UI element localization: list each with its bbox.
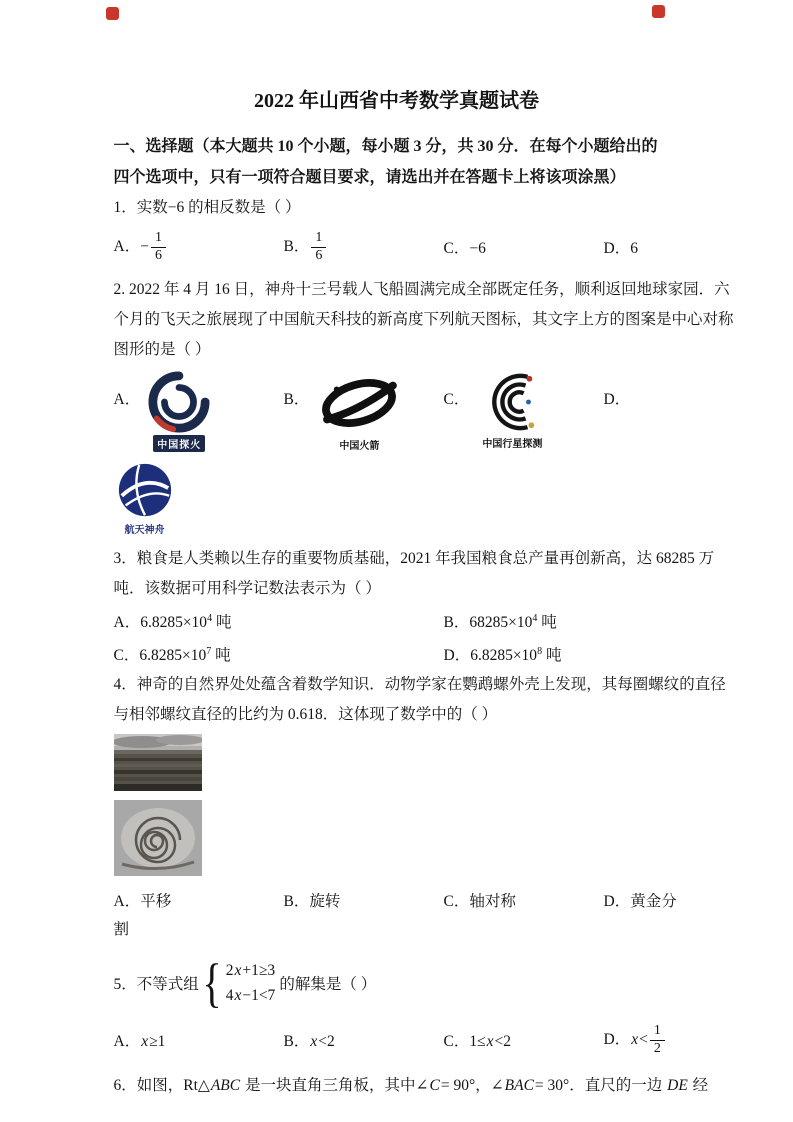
logo-caption: 中国探火 xyxy=(153,435,205,452)
q3-option-b xyxy=(444,604,680,637)
q4-options xyxy=(114,885,680,915)
option-label: D． xyxy=(603,391,631,408)
mars-logo-figure xyxy=(144,371,214,452)
text: 的解集是（ ） xyxy=(279,976,377,994)
text: C．6.8285×10 xyxy=(113,647,207,665)
china-planet-exploration-logo-icon xyxy=(473,371,551,433)
unit: 吨 xyxy=(211,647,231,665)
q4-option-d: D．黄金分 xyxy=(603,893,677,911)
logo-caption: 航天神舟 xyxy=(124,525,165,536)
fraction xyxy=(311,231,326,263)
text: 2 xyxy=(225,962,234,980)
fraction-numerator: 1 xyxy=(151,231,166,248)
red-stamp-icon xyxy=(106,7,119,20)
q1-stem: 1．实数−6 的相反数是（ ） xyxy=(113,199,301,216)
q2-stem-line1: 2. 2022 年 4 月 16 日，神舟十三号载人飞船圆满完成全部既定任务，顺利返回地球家园．六 xyxy=(113,281,730,298)
angle-bac: BAC xyxy=(504,1077,534,1095)
q2-option-b xyxy=(284,371,444,452)
option-label: C．1≤ xyxy=(443,1033,486,1051)
fraction xyxy=(650,1024,665,1056)
red-stamp-icon xyxy=(652,5,665,18)
exponent: 7 xyxy=(206,646,212,658)
q1-option-a xyxy=(114,231,284,263)
text: B．68285×10 xyxy=(443,614,533,632)
relation-sign: < xyxy=(639,1030,648,1048)
q3-stem-line2: 吨．该数据可用科学记数法表示为（ ） xyxy=(113,580,381,597)
minus-sign: − xyxy=(140,237,149,255)
option-label: A． xyxy=(113,1033,141,1051)
fraction-denominator: 6 xyxy=(315,247,323,263)
logo-caption: 中国火箭 xyxy=(339,441,380,452)
q3-option-d xyxy=(444,637,680,670)
q4-option-d-wrap: 割 xyxy=(113,921,130,939)
text: A．6.8285×10 xyxy=(113,614,208,632)
china-rocket-logo-icon xyxy=(313,371,405,435)
planet-exploration-logo-figure xyxy=(473,371,551,450)
text: <2 xyxy=(494,1033,511,1051)
variable-x: x xyxy=(310,1033,318,1051)
document-content xyxy=(113,0,734,1101)
q5-option-d xyxy=(604,1024,680,1056)
option-label: B． xyxy=(283,391,310,408)
q1-options xyxy=(114,225,680,269)
rocket-logo-figure xyxy=(313,371,405,452)
exponent: 4 xyxy=(532,613,538,624)
text: = 90°，∠ xyxy=(440,1077,504,1095)
text: D．6.8285×10 xyxy=(443,647,538,665)
option-label: D． xyxy=(603,1030,631,1048)
option-label: B． xyxy=(283,237,310,255)
field-photo xyxy=(114,734,680,796)
fraction-denominator: 6 xyxy=(154,247,162,263)
fraction xyxy=(151,231,166,263)
variable-x: x xyxy=(234,962,242,980)
exponent: 4 xyxy=(207,613,213,624)
q5-options xyxy=(114,1017,680,1063)
text: +1≥3 xyxy=(242,962,276,980)
unit: 吨 xyxy=(542,647,562,665)
q2-option-c xyxy=(444,371,604,450)
text: −1<7 xyxy=(242,987,276,1005)
logo-caption: 中国行星探测 xyxy=(482,439,543,450)
q4-stem-line2: 与相邻螺纹直径的比约为 0.618．这体现了数学中的（ ） xyxy=(113,706,498,724)
variable-x: x xyxy=(631,1030,639,1048)
text: ≥1 xyxy=(149,1033,166,1051)
exponent: 8 xyxy=(537,646,543,658)
option-label: A． xyxy=(113,237,141,255)
q2-options xyxy=(114,371,680,455)
q4-option-a: A．平移 xyxy=(113,893,172,911)
q5-stem xyxy=(114,953,680,1013)
variable-x: x xyxy=(486,1033,494,1051)
q1-option-d: D．6 xyxy=(603,240,638,257)
fraction-denominator: 2 xyxy=(653,1040,661,1056)
q3-option-a xyxy=(114,604,444,637)
system-brace: { xyxy=(202,953,222,1014)
fraction-numerator: 1 xyxy=(650,1024,665,1041)
q5-option-c xyxy=(444,1029,604,1051)
inequality-2 xyxy=(226,983,276,1008)
q3-option-c xyxy=(114,637,444,670)
segment-de: DE xyxy=(667,1077,688,1095)
q4-option-c: C．轴对称 xyxy=(443,893,516,911)
q1-option-b xyxy=(284,231,444,263)
variable-x: x xyxy=(234,987,242,1005)
nautilus-photo xyxy=(114,800,680,881)
q4-option-b: B．旋转 xyxy=(283,893,341,911)
text: 是一块直角三角板，其中∠ xyxy=(241,1077,429,1095)
q3-stem-line1: 3．粮食是人类赖以生存的重要物质基础，2021 年我国粮食总产量再创新高，达 68285 万 xyxy=(113,550,715,567)
q2-option-d-figure xyxy=(116,461,174,536)
unit: 吨 xyxy=(212,614,232,632)
text: 5．不等式组 xyxy=(113,976,199,994)
unit: 吨 xyxy=(537,614,557,632)
q1-option-c: C．−6 xyxy=(443,240,486,257)
option-label: B． xyxy=(283,1033,310,1051)
angle-c: C xyxy=(429,1077,440,1095)
q4-stem-line1: 4．神奇的自然界处处蕴含着数学知识．动物学家在鹦鹉螺外壳上发现，其每圈螺纹的直径 xyxy=(113,676,726,694)
q5-option-a xyxy=(114,1029,284,1051)
text: = 30°．直尺的一边 xyxy=(534,1077,667,1095)
nautilus-shell-image xyxy=(114,800,202,876)
triangle-abc: ABC xyxy=(210,1077,241,1095)
q3-options xyxy=(114,604,680,670)
section-header-line2: 四个选项中，只有一项符合题目要求，请选出并在答题卡上将该项涂黑） xyxy=(113,169,626,186)
page-title: 2022 年山西省中考数学真题试卷 xyxy=(254,90,539,112)
shenzhou-aerospace-logo-icon xyxy=(116,461,174,519)
text: 经 xyxy=(688,1077,709,1095)
q2-option-a xyxy=(114,371,284,452)
variable-x: x xyxy=(141,1033,149,1051)
fraction-numerator: 1 xyxy=(311,231,326,248)
option-label: A． xyxy=(113,391,141,408)
text: 4 xyxy=(225,987,234,1005)
q2-stem-line2: 个月的飞天之旅展现了中国航天科技的新高度下列航天图标，其文字上方的图案是中心对称 xyxy=(113,311,734,328)
inequality-1 xyxy=(226,958,276,983)
field-photo-image xyxy=(114,734,202,791)
text: <2 xyxy=(318,1033,335,1051)
text: 6．如图，Rt△ xyxy=(113,1077,210,1095)
q2-stem-line3: 图形的是（ ） xyxy=(113,341,211,358)
q5-option-b xyxy=(284,1029,444,1051)
section-header-line1: 一、选择题（本大题共 10 个小题，每小题 3 分，共 30 分．在每个小题给出的 xyxy=(113,138,658,155)
china-mars-exploration-logo-icon xyxy=(144,371,214,433)
inequality-system xyxy=(225,958,280,1008)
q2-option-d xyxy=(604,371,680,415)
option-label: C． xyxy=(443,391,470,408)
q6-stem xyxy=(113,1071,709,1101)
